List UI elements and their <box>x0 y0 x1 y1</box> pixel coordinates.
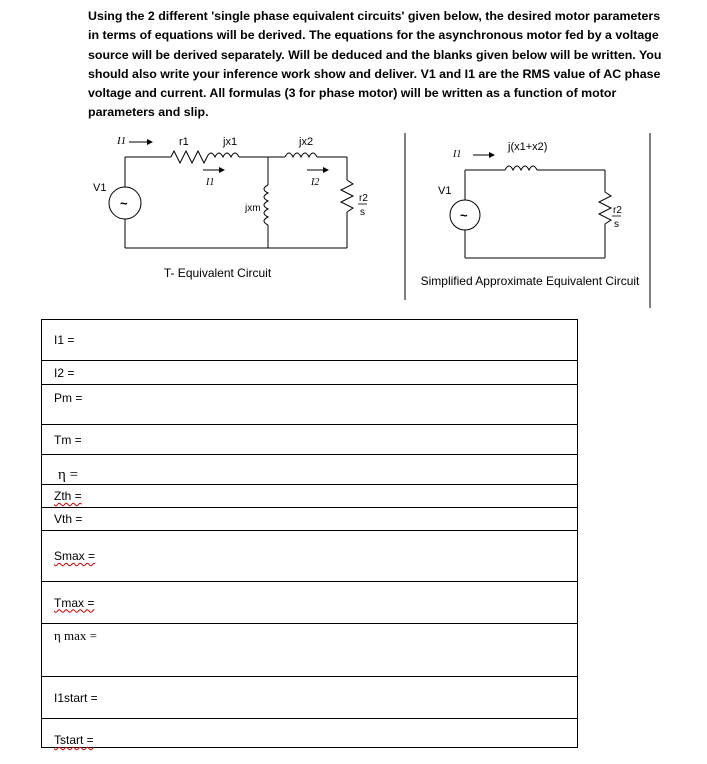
answer-label-pm: Pm = <box>54 391 83 405</box>
t-i1-arrowhead <box>147 139 153 145</box>
answer-row-pm[interactable] <box>42 385 578 425</box>
t-v1-label: V1 <box>93 182 107 194</box>
s-r2s-den: s <box>614 219 619 230</box>
t-jx2-label: jx2 <box>299 136 314 148</box>
answer-row-tm[interactable] <box>42 425 578 455</box>
answer-row-eta-max[interactable] <box>42 624 578 677</box>
t-jxm-inductor <box>264 185 268 225</box>
answer-row-i1[interactable] <box>42 320 578 361</box>
s-source-symbol: ~ <box>460 208 468 223</box>
answer-cell[interactable] <box>42 624 578 677</box>
t-r1-resistor <box>171 151 207 163</box>
answer-label-tm: Tm = <box>54 432 82 447</box>
answer-label-smax: Smax = <box>54 549 96 563</box>
s-i1-arrowhead <box>489 152 495 158</box>
s-v1-label: V1 <box>438 185 452 197</box>
answer-label-zth: Zth = <box>54 489 82 503</box>
answer-cell[interactable] <box>42 582 578 624</box>
answer-cell[interactable] <box>42 677 578 719</box>
t-jx1-inductor <box>207 153 239 157</box>
answer-cell[interactable] <box>42 508 578 531</box>
answer-row-tmax[interactable] <box>42 582 578 624</box>
answer-cell[interactable] <box>42 485 578 508</box>
s-jx-label: j(x1+x2) <box>508 141 548 153</box>
t-r2s-num: r2 <box>359 193 368 204</box>
t-jx1-label: jx1 <box>223 136 238 148</box>
t-r2s-resistor <box>341 180 353 212</box>
answer-row-vth[interactable] <box>42 508 578 531</box>
s-r2s-num: r2 <box>613 205 622 216</box>
answer-label-eta-max: η max = <box>54 628 98 643</box>
answer-row-i1start[interactable] <box>42 677 578 719</box>
t-i2-label: I2 <box>311 177 320 188</box>
answer-cell[interactable] <box>42 719 578 748</box>
answer-label-i1: I1 = <box>54 333 75 347</box>
s-jx-inductor <box>505 166 537 170</box>
answers-table <box>41 319 578 748</box>
instructions-paragraph: Using the 2 different 'single phase equivalent circuits' given below, the desired motor parameters in terms of equations will be derived. The equations for the asynchronous motor fed by a voltage source will be derived separately. Will be deduced and the blanks given below will be written. You should also write your inference work show and deliver. V1 and I1 are the RMS value of AC phase voltage and current. All formulas (3 for phase motor) will be written as a function of motor parameters and slip. <box>88 9 662 120</box>
answer-cell[interactable] <box>42 531 578 582</box>
answer-label-eta: η = <box>58 467 79 483</box>
t-i1-mid-arrowhead <box>219 167 225 173</box>
t-r1-label: r1 <box>179 136 189 148</box>
answer-row-tstart[interactable] <box>42 719 578 748</box>
answer-label-tmax: Tmax = <box>54 595 95 610</box>
t-i1-label: I1 <box>117 135 127 147</box>
answer-label-tstart: Tstart = <box>54 733 94 747</box>
answer-cell[interactable] <box>42 425 578 455</box>
t-i2-arrowhead <box>323 167 329 173</box>
answer-cell[interactable] <box>42 361 578 385</box>
s-r2s-resistor <box>599 192 611 224</box>
answer-row-eta[interactable] <box>42 455 578 485</box>
t-i1-mid-label: I1 <box>206 177 215 188</box>
t-jxm-label: jxm <box>245 203 261 214</box>
simplified-circuit-caption: Simplified Approximate Equivalent Circuit <box>420 274 640 288</box>
t-jx2-inductor <box>285 153 317 157</box>
t-circuit-caption: T- Equivalent Circuit <box>163 266 272 280</box>
t-r2s-den: s <box>360 207 365 218</box>
answer-row-smax[interactable] <box>42 531 578 582</box>
answer-row-i2[interactable] <box>42 361 578 385</box>
answer-label-i1start: I1start = <box>54 690 98 705</box>
answer-row-zth[interactable] <box>42 485 578 508</box>
answer-label-vth: Vth = <box>54 512 83 526</box>
answer-cell[interactable] <box>42 320 578 361</box>
t-source-symbol: ~ <box>120 196 128 211</box>
answer-label-i2: I2 = <box>54 365 75 380</box>
s-i1-label: I1 <box>453 149 462 160</box>
answer-cell[interactable] <box>42 385 578 425</box>
circuit-diagrams <box>85 130 655 315</box>
answer-cell[interactable] <box>42 455 578 485</box>
